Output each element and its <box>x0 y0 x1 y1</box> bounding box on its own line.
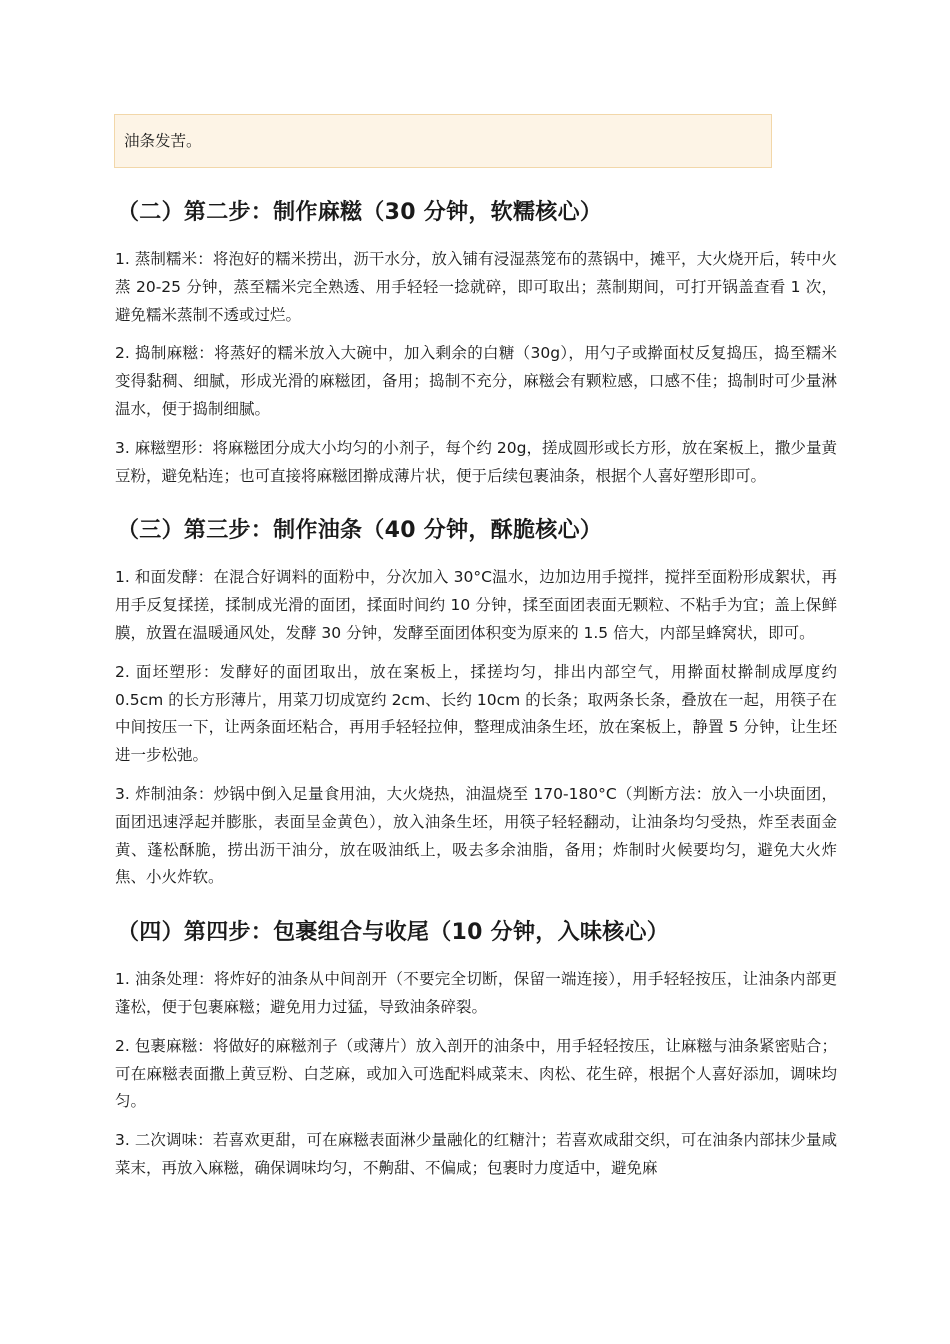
section-heading: （二）第二步：制作麻糍（30 分钟，软糯核心） <box>117 200 603 225</box>
tip-note-text: 油条发苦。 <box>124 132 202 150</box>
section-step-2 <box>115 196 837 490</box>
section-step-3 <box>115 514 837 892</box>
step-paragraph: 1. 蒸制糯米：将泡好的糯米捞出，沥干水分，放入铺有浸湿蒸笼布的蒸锅中，摊平，大火烧开后，转中火蒸 20-25 分钟，蒸至糯米完全熟透、用手轻轻一捻就碎，即可取出；蒸制期间，可打开锅盖查看 1 次，避免糯米蒸制不透或过烂。 <box>115 250 837 324</box>
tip-note-box <box>114 114 772 168</box>
section-heading: （三）第三步：制作油条（40 分钟，酥脆核心） <box>117 518 603 544</box>
step-paragraph: 2. 面坯塑形：发酵好的面团取出，放在案板上，揉搓均匀，排出内部空气，用擀面杖擀制成厚度约 0.5cm 的长方形薄片，用菜刀切成宽约 2cm、长约 10cm 的长条；取两条长条，叠放在一起，用筷子在中间按压一下，让两条面坯粘合，再用手轻轻拉伸，整理成油条生坯，放在案板上，静置 5 分钟，让生坯进一步松弛。 <box>115 662 837 765</box>
step-paragraph: 3. 二次调味：若喜欢更甜，可在麻糍表面淋少量融化的红糖汁；若喜欢咸甜交织，可在油条内部抹少量咸菜末，再放入麻糍，确保调味均匀，不齁甜、不偏咸；包裹时力度适中，避免麻 <box>115 1131 837 1177</box>
step-paragraph: 2. 捣制麻糍：将蒸好的糯米放入大碗中，加入剩余的白糖（30g），用勺子或擀面杖反复捣压，捣至糯米变得黏稠、细腻，形成光滑的麻糍团，备用；捣制不充分，麻糍会有颗粒感，口感不佳；捣制时可少量淋温水，便于捣制细腻。 <box>115 344 837 418</box>
step-paragraph: 1. 和面发酵：在混合好调料的面粉中，分次加入 30°C温水，边加边用手搅拌，搅拌至面粉形成絮状，再用手反复揉搓，揉制成光滑的面团，揉面时间约 10 分钟，揉至面团表面无颗粒、不粘手为宜；盖上保鲜膜，放置在温暖通风处，发酵 30 分钟，发酵至面团体积变为原来的 1.5 倍大，内部呈蜂窝状，即可。 <box>115 568 837 642</box>
step-paragraph: 2. 包裹麻糍：将做好的麻糍剂子（或薄片）放入剖开的油条中，用手轻轻按压，让麻糍与油条紧密贴合；可在麻糍表面撒上黄豆粉、白芝麻，或加入可选配料咸菜末、肉松、花生碎，根据个人喜好添加，调味均匀。 <box>115 1036 837 1111</box>
section-heading: （四）第四步：包裹组合与收尾（10 分钟，入味核心） <box>117 920 670 946</box>
step-paragraph: 1. 油条处理：将炸好的油条从中间剖开（不要完全切断，保留一端连接），用手轻轻按压，让油条内部更蓬松，便于包裹麻糍；避免用力过猛，导致油条碎裂。 <box>115 970 837 1016</box>
step-paragraph: 3. 麻糍塑形：将麻糍团分成大小均匀的小剂子，每个约 20g，搓成圆形或长方形，放在案板上，撒少量黄豆粉，避免粘连；也可直接将麻糍团擀成薄片状，便于后续包裹油条，根据个人喜好塑形即可。 <box>115 438 837 485</box>
document-content <box>115 196 837 1194</box>
step-paragraph: 3. 炸制油条：炒锅中倒入足量食用油，大火烧热，油温烧至 170-180°C（判断方法：放入一小块面团，面团迅速浮起并膨胀，表面呈金黄色），放入油条生坯，用筷子轻轻翻动，让油条均匀受热，炸至表面金黄、蓬松酥脆，捞出沥干油分，放在吸油纸上，吸去多余油脂，备用；炸制时火候要均匀，避免大火炸焦、小火炸软。 <box>115 784 837 887</box>
section-step-4 <box>115 916 837 1183</box>
